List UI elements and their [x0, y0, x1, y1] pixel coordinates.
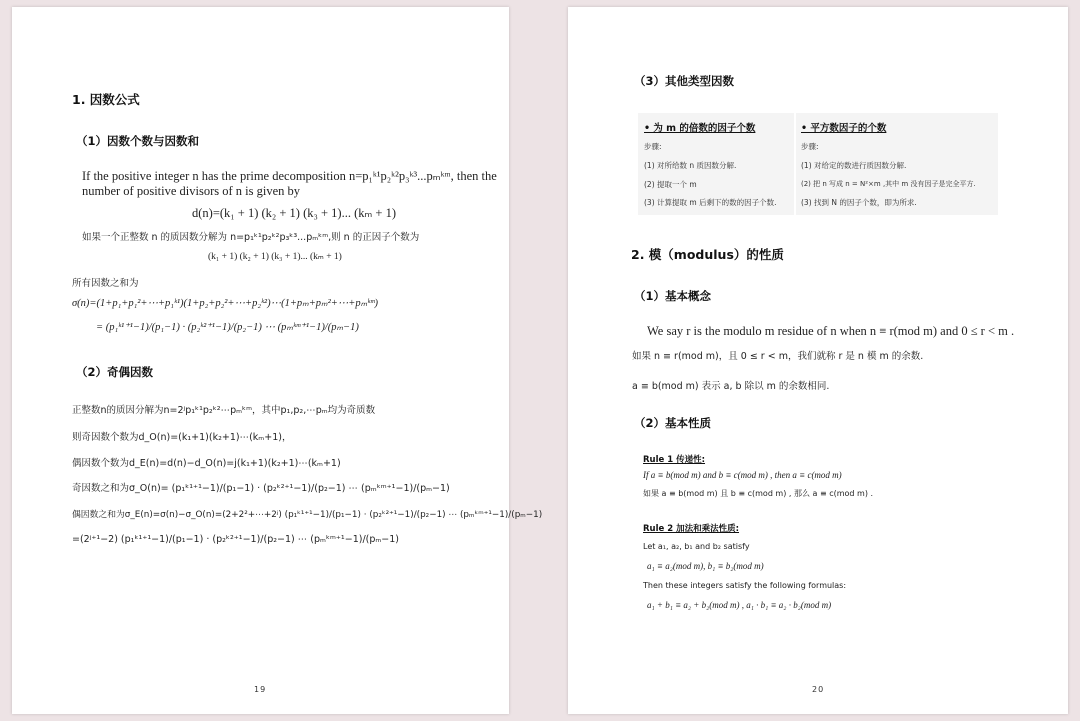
intro-line-1: If the positive integer n has the prime decomposition n=p₁ᵏ¹p₂ᵏ²p₃ᵏ³...pₘᵏᵐ, then the [82, 169, 497, 183]
page-20 [568, 7, 1068, 714]
rule-2-condition: a₁ ≡ a₂(mod m), b₁ ≡ b₂(mod m) [647, 561, 764, 571]
square-factors-box [796, 113, 998, 215]
odd-even-line-4: 奇因数之和为σ_O(n)= (p₁ᵏ¹⁺¹−1)/(p₁−1) · (p₂ᵏ²⁺¹−1)/(p₂−1) ⋯ (pₘᵏᵐ⁺¹−1)/(pₘ−1) [72, 483, 450, 494]
sum-title: 所有因数之和为 [72, 278, 139, 289]
page-number: 19 [254, 685, 267, 694]
rule-1-title: Rule 1 传递性: [643, 455, 706, 465]
divisor-count-formula: d(n)=(k₁ + 1) (k₂ + 1) (k₃ + 1)... (kₘ + 1) [192, 206, 396, 220]
rule-2-let: Let a₁, a₂, b₁ and b₂ satisfy [643, 542, 750, 551]
rule-2-title: Rule 2 加法和乘法性质: [643, 524, 740, 534]
sigma-formula-line-2: = (p₁ᵏ¹⁺¹−1)/(p₁−1) · (p₂ᵏ²⁺¹−1)/(p₂−1) ⋯ (pₘᵏᵐ⁺¹−1)/(pₘ−1) [96, 322, 359, 333]
odd-even-line-2: 则奇因数个数为d_O(n)=(k₁+1)(k₂+1)⋯(kₘ+1)， [72, 432, 292, 443]
subsection-title-count-and-sum: （1）因数个数与因数和 [76, 134, 200, 148]
rule-1-chinese: 如果 a ≡ b(mod m) 且 b ≡ c(mod m) , 那么 a ≡ c(mod m) . [643, 489, 874, 498]
step-2: (2) 提取一个 m [644, 180, 697, 189]
square-factors-title: • 平方数因子的个数 [801, 123, 887, 134]
steps-label: 步骤: [801, 142, 819, 151]
multiple-factors-title: • 为 m 的倍数的因子个数 [644, 123, 756, 134]
step-1: (1) 对给定的数进行质因数分解. [801, 161, 907, 170]
multiple-factors-box [638, 113, 794, 215]
page-19 [12, 7, 543, 714]
rule-1-english: If a ≡ b(mod m) and b ≡ c(mod m) , then a ≡ c(mod m) [643, 470, 842, 480]
subsection-title-other-factors: （3）其他类型因数 [634, 74, 735, 88]
odd-even-line-3: 偶因数个数为d_E(n)=d(n)−d_O(n)=j(k₁+1)(k₂+1)⋯(kₘ+1) [72, 458, 341, 469]
cn-count-formula: (k₁ + 1) (k₂ + 1) (k₃ + 1)... (kₘ + 1) [208, 252, 342, 262]
steps-label: 步骤: [644, 142, 662, 151]
step-3: (3) 计算提取 m 后剩下的数的因子个数. [644, 198, 777, 207]
subsection-title-basic-concept: （1）基本概念 [634, 289, 712, 303]
step-3: (3) 找到 N 的因子个数，即为所求. [801, 198, 917, 207]
intro-line-2: number of positive divisors of n is given by [82, 184, 301, 198]
section-title-modulus: 2. 模（modulus）的性质 [631, 247, 784, 262]
concept-english: We say r is the modulo m residue of n when n ≡ r(mod m) and 0 ≤ r < m . [647, 324, 1015, 338]
sigma-formula-line-1: σ(n)=(1+p₁+p₁²+⋯+p₁ᵏ¹)(1+p₂+p₂²+⋯+p₂ᵏ²)⋯(1+pₘ+pₘ²+⋯+pₘᵏᵐ) [72, 298, 379, 309]
concept-chinese: 如果 n ≡ r(mod m)，且 0 ≤ r < m，我们就称 r 是 n 模 m 的余数. [632, 351, 924, 362]
congruence-meaning: a ≡ b(mod m) 表示 a, b 除以 m 的余数相同. [632, 381, 830, 392]
step-1: (1) 对所给数 n 质因数分解. [644, 161, 737, 170]
step-2: (2) 把 n 写成 n = N²×m ,其中 m 没有因子是完全平方. [801, 180, 976, 188]
odd-even-line-6: =(2ʲ⁺¹−2) (p₁ᵏ¹⁺¹−1)/(p₁−1) · (p₂ᵏ²⁺¹−1)/(p₂−1) ⋯ (pₘᵏᵐ⁺¹−1)/(pₘ−1) [72, 534, 400, 545]
section-title-factor-formulas: 1. 因数公式 [72, 92, 140, 107]
subsection-title-odd-even: （2）奇偶因数 [76, 365, 154, 379]
subsection-title-basic-properties: （2）基本性质 [634, 416, 712, 430]
odd-even-line-1: 正整数n的质因分解为n=2ʲp₁ᵏ¹p₂ᵏ²⋯pₘᵏᵐ，其中p₁,p₂,⋯pₘ均为奇质数 [72, 405, 376, 416]
cn-intro: 如果一个正整数 n 的质因数分解为 n=p₁ᵏ¹p₂ᵏ²p₃ᵏ³...pₘᵏᵐ,则 n 的正因子个数为 [82, 232, 420, 243]
page-number: 20 [812, 685, 825, 694]
rule-2-then: Then these integers satisfy the following formulas: [643, 581, 847, 590]
rule-2-formulas: a₁ + b₁ ≡ a₂ + b₂(mod m) , a₁ · b₁ ≡ a₂ · b₂(mod m) [647, 600, 832, 610]
odd-even-line-5: 偶因数之和为σ_E(n)=σ(n)−σ_O(n)=(2+2²+⋯+2ʲ) (p₁ᵏ¹⁺¹−1)/(p₁−1) · (p₂ᵏ²⁺¹−1)/(p₂−1) ⋯ (pₘᵏᵐ⁺¹−1)/(pₘ−1) [72, 510, 543, 520]
